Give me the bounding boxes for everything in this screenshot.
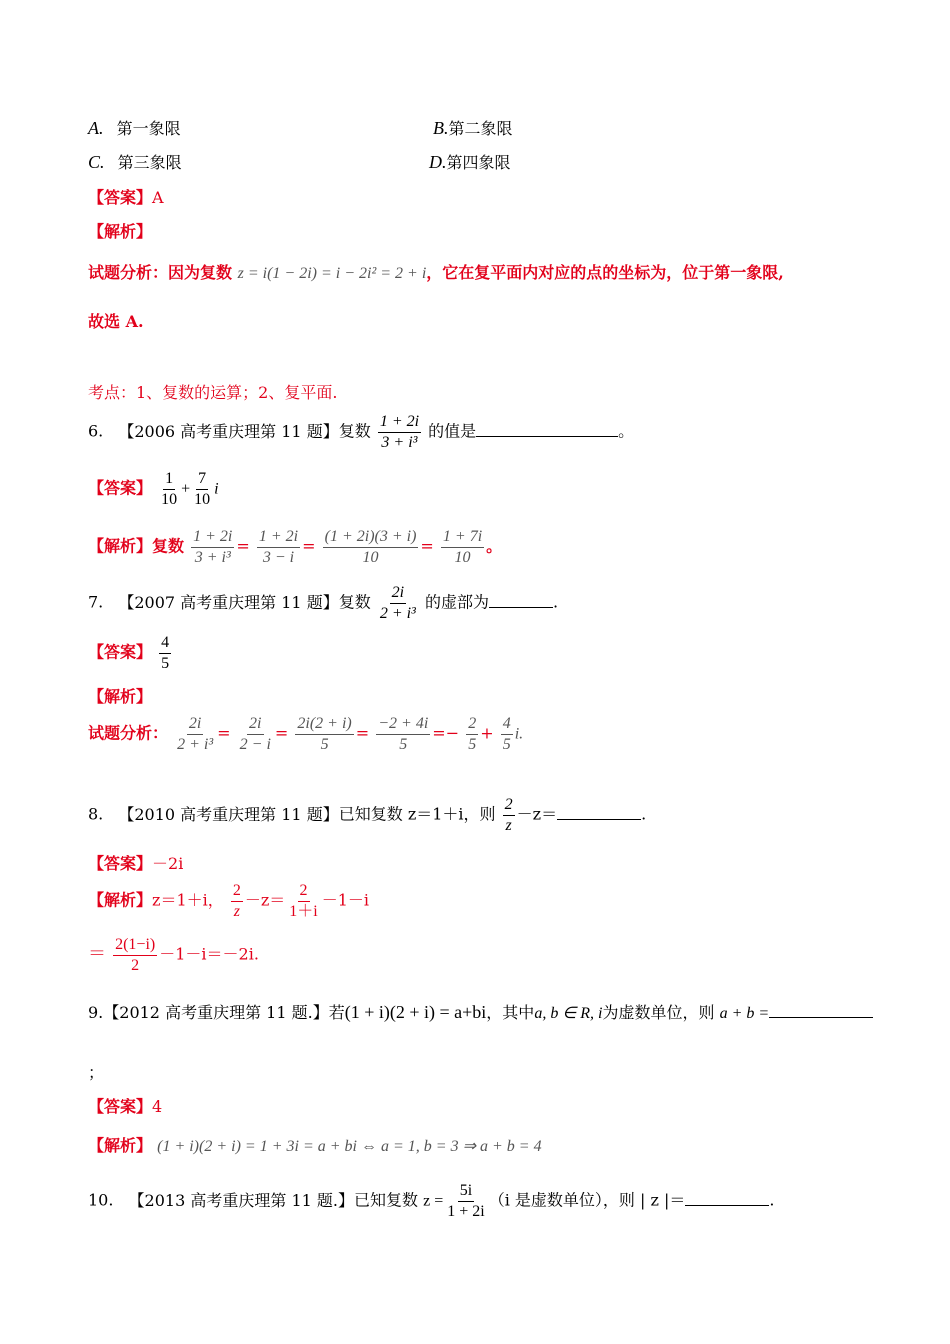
answer-blank[interactable] bbox=[769, 1016, 873, 1018]
analysis-end: 。 bbox=[486, 536, 503, 556]
frac-den: z bbox=[505, 816, 512, 834]
frac-den: 10 bbox=[161, 490, 178, 508]
step-3 bbox=[295, 715, 353, 753]
stem-end: . bbox=[641, 804, 647, 824]
q10-stem bbox=[88, 1182, 774, 1220]
stem-pre: 若 bbox=[328, 1003, 345, 1022]
analysis-formula: z = i(1 − 2i) = i − 2i² = 2 + i bbox=[237, 265, 427, 282]
stem-pre: 已知复数 bbox=[338, 804, 403, 824]
frac-den: 5 bbox=[502, 735, 511, 753]
q8-stem bbox=[88, 796, 646, 834]
analysis-word: 复数 bbox=[152, 536, 185, 556]
option-a-text: 第一象限 bbox=[116, 119, 181, 138]
frac-den: 2 − i bbox=[239, 735, 271, 753]
analysis-label: 【解析】 bbox=[88, 890, 153, 910]
frac-den: 2 + i³ bbox=[177, 735, 214, 753]
frac-num: 2 bbox=[466, 715, 478, 735]
frac-den: 3 − i bbox=[262, 548, 295, 566]
q7-analysis: 试题分析： $\frac{2i}{\text{2 + i³}}$ = $\frac{2i}{2 - i}$ = $\frac{2i(2 + i)}{5}$ = $\frac{-2 + 4i}{5}$ =− $\frac{2}{5}$ + $\frac{4}{5}$ i. bbox=[88, 715, 524, 753]
answer-label: 【答案】 bbox=[88, 854, 153, 873]
answer-blank[interactable] bbox=[489, 606, 553, 608]
stem-z: z = bbox=[423, 1192, 444, 1210]
step-6 bbox=[501, 715, 513, 753]
answer-value: 4 bbox=[152, 1097, 163, 1116]
frac-num: 7 bbox=[196, 470, 208, 490]
option-d bbox=[429, 150, 511, 173]
stem-fraction bbox=[378, 584, 418, 622]
frac-den: 5 bbox=[399, 735, 408, 753]
frac-num: 2 bbox=[503, 796, 515, 816]
stem-fraction bbox=[378, 413, 421, 451]
frac-num: 4 bbox=[159, 634, 171, 654]
frac-num: 2i bbox=[187, 715, 203, 735]
frac-den: 3 + i³ bbox=[194, 548, 231, 566]
step-1 bbox=[175, 715, 215, 753]
frac-num: 1 + 7i bbox=[441, 528, 484, 548]
frac-num: 2(1−i) bbox=[113, 936, 157, 956]
stem-fraction bbox=[445, 1182, 486, 1220]
analysis-formula: (1 + i)(2 + i) = 1 + 3i = a + bi ⇔ a = 1, b = 3 ⇒ a + b = 4 bbox=[157, 1138, 542, 1155]
stem-post: 为虚数单位，则 bbox=[602, 1003, 715, 1022]
q5-kaodian: 考点：1、复数的运算；2、复平面. bbox=[88, 383, 338, 402]
q8-analysis-line-1 bbox=[88, 882, 369, 920]
frac-num: 1 + 2i bbox=[378, 413, 421, 433]
analysis-mid: －z＝ bbox=[244, 890, 286, 910]
q6-analysis: 【解析】复数 $\frac{1 + 2i}{\text{3 + i³}}$ = $\frac{1 + 2i}{3 - i}$ = $\frac{(1 + 2i)(3 + i)}{10}$ = $\frac{1 + 7i}{10}$ 。 bbox=[88, 528, 503, 566]
answer-label: 【答案】 bbox=[88, 642, 153, 662]
stem-pre: 复数 bbox=[338, 592, 371, 612]
option-a bbox=[88, 116, 181, 139]
answer-value: A bbox=[152, 188, 164, 207]
q6-answer bbox=[88, 470, 219, 508]
answer-value: －2i bbox=[152, 854, 184, 873]
answer-blank[interactable] bbox=[557, 818, 641, 820]
option-a-letter: A. bbox=[88, 118, 104, 138]
analysis-label: 【解析】 bbox=[88, 1136, 153, 1155]
stem-ab: a + b = bbox=[719, 1005, 770, 1022]
q7-stem bbox=[88, 584, 558, 622]
analysis-frac-3 bbox=[113, 936, 157, 974]
step-2 bbox=[257, 528, 300, 566]
frac-den: 10 bbox=[454, 548, 471, 566]
q7-answer bbox=[88, 634, 173, 672]
stem-post: －z＝ bbox=[516, 804, 558, 824]
answer-fraction bbox=[159, 634, 171, 672]
option-b-letter: B. bbox=[433, 118, 449, 138]
frac-den: 5 bbox=[320, 735, 329, 753]
answer-label: 【答案】 bbox=[88, 478, 153, 498]
analysis-frac-2 bbox=[287, 882, 319, 920]
stem-pre: 复数 bbox=[338, 421, 371, 441]
frac-num: 4 bbox=[501, 715, 513, 735]
question-source: 【2013 高考重庆理第 11 题.】 bbox=[128, 1190, 354, 1210]
frac-num: 2i bbox=[390, 584, 406, 604]
analysis-tail: －1－i bbox=[321, 890, 370, 910]
step-3 bbox=[323, 528, 419, 566]
step-2 bbox=[238, 715, 273, 753]
frac-num: 2 bbox=[231, 882, 243, 902]
q9-stem bbox=[88, 1000, 873, 1023]
answer-frac-2 bbox=[192, 470, 212, 508]
stem-z: z＝1＋i，则 bbox=[407, 804, 496, 824]
frac-den: 2 + i³ bbox=[379, 604, 416, 622]
stem-end: . bbox=[552, 592, 559, 612]
stem-post: 的虚部为 bbox=[424, 592, 489, 612]
frac-num: 2i bbox=[247, 715, 263, 735]
analysis-tail: i. bbox=[514, 725, 524, 743]
question-number: 6. bbox=[88, 421, 104, 441]
q5-answer bbox=[88, 185, 164, 208]
option-b bbox=[433, 116, 513, 139]
imaginary-unit: i bbox=[214, 480, 219, 498]
option-b-text: 第二象限 bbox=[448, 119, 513, 138]
question-source: 【2012 高考重庆理第 11 题.】 bbox=[103, 1003, 329, 1022]
frac-num: 1 + 2i bbox=[191, 528, 234, 548]
frac-num: (1 + 2i)(3 + i) bbox=[323, 528, 419, 548]
answer-label: 【答案】 bbox=[88, 1097, 153, 1116]
plus-sign: + bbox=[181, 480, 191, 498]
question-source: 【2006 高考重庆理第 11 题】 bbox=[118, 421, 339, 441]
q9-analysis bbox=[88, 1133, 542, 1156]
answer-blank[interactable] bbox=[685, 1204, 769, 1206]
question-number: 9. bbox=[88, 1003, 104, 1022]
analysis-z: z＝1＋i， bbox=[152, 890, 224, 910]
analysis-frac-1 bbox=[231, 882, 243, 920]
stem-end: . bbox=[769, 1190, 775, 1210]
frac-den: 5 bbox=[468, 735, 477, 753]
question-number: 7. bbox=[88, 592, 104, 612]
frac-den: 10 bbox=[194, 490, 211, 508]
q9-answer bbox=[88, 1094, 162, 1117]
frac-num: −2 + 4i bbox=[376, 715, 430, 735]
question-source: 【2007 高考重庆理第 11 题】 bbox=[118, 592, 339, 612]
frac-den: 10 bbox=[362, 548, 379, 566]
question-number: 8. bbox=[88, 804, 104, 824]
equals-sign: ＝ bbox=[88, 943, 106, 965]
answer-blank[interactable] bbox=[476, 435, 618, 437]
answer-frac-1 bbox=[159, 470, 179, 508]
frac-den: z bbox=[233, 902, 240, 920]
step-5 bbox=[466, 715, 478, 753]
option-c-letter: C. bbox=[88, 152, 105, 172]
analysis-tail-2: －1－i＝－2i. bbox=[159, 944, 259, 964]
step-4 bbox=[441, 528, 484, 566]
stem-pre: 已知复数 bbox=[353, 1190, 418, 1210]
q9-semicolon: ； bbox=[88, 1063, 105, 1082]
frac-num: 2i(2 + i) bbox=[295, 715, 353, 735]
stem-post: 的值是 bbox=[428, 421, 477, 441]
frac-num: 1 + 2i bbox=[257, 528, 300, 548]
question-number: 10. bbox=[88, 1190, 114, 1210]
q7-analysis-label: 【解析】 bbox=[88, 687, 153, 706]
stem-post: （i 是虚数单位），则 | z |＝ bbox=[488, 1190, 686, 1210]
stem-end: 。 bbox=[618, 421, 635, 441]
frac-den: 5 bbox=[161, 654, 170, 672]
frac-den: 1＋i bbox=[289, 902, 318, 920]
analysis-prefix: 试题分析： bbox=[88, 723, 169, 743]
option-c bbox=[88, 150, 182, 173]
option-d-letter: D. bbox=[429, 152, 447, 172]
analysis-suffix: ，它在复平面内对应的点的坐标为，位于第一象限, bbox=[426, 263, 784, 282]
step-1 bbox=[191, 528, 234, 566]
q5-conclusion: 故选 A. bbox=[88, 312, 144, 331]
frac-den: 2 bbox=[131, 956, 140, 974]
stem-equation: (1 + i)(2 + i) = a+bi bbox=[344, 1002, 487, 1022]
stem-fraction bbox=[503, 796, 515, 834]
q8-answer bbox=[88, 851, 183, 874]
frac-num: 1 bbox=[163, 470, 175, 490]
stem-mid: ，其中 bbox=[486, 1003, 535, 1022]
frac-den: 3 + i³ bbox=[381, 433, 418, 451]
option-d-text: 第四象限 bbox=[446, 153, 511, 172]
q5-analysis bbox=[88, 260, 784, 283]
analysis-prefix: 试题分析：因为复数 bbox=[88, 263, 233, 282]
option-c-text: 第三象限 bbox=[117, 153, 182, 172]
answer-label: 【答案】 bbox=[88, 188, 153, 207]
question-source: 【2010 高考重庆理第 11 题】 bbox=[118, 804, 339, 824]
q5-analysis-label: 【解析】 bbox=[88, 222, 153, 241]
frac-den: 1 + 2i bbox=[447, 1202, 485, 1220]
q6-stem bbox=[88, 413, 634, 451]
q8-analysis-line-2 bbox=[88, 936, 259, 974]
stem-vars: a, b ∈ R, i bbox=[534, 1005, 603, 1022]
analysis-label: 【解析】 bbox=[88, 536, 153, 556]
frac-num: 2 bbox=[298, 882, 310, 902]
step-4 bbox=[376, 715, 430, 753]
frac-num: 5i bbox=[458, 1182, 474, 1202]
